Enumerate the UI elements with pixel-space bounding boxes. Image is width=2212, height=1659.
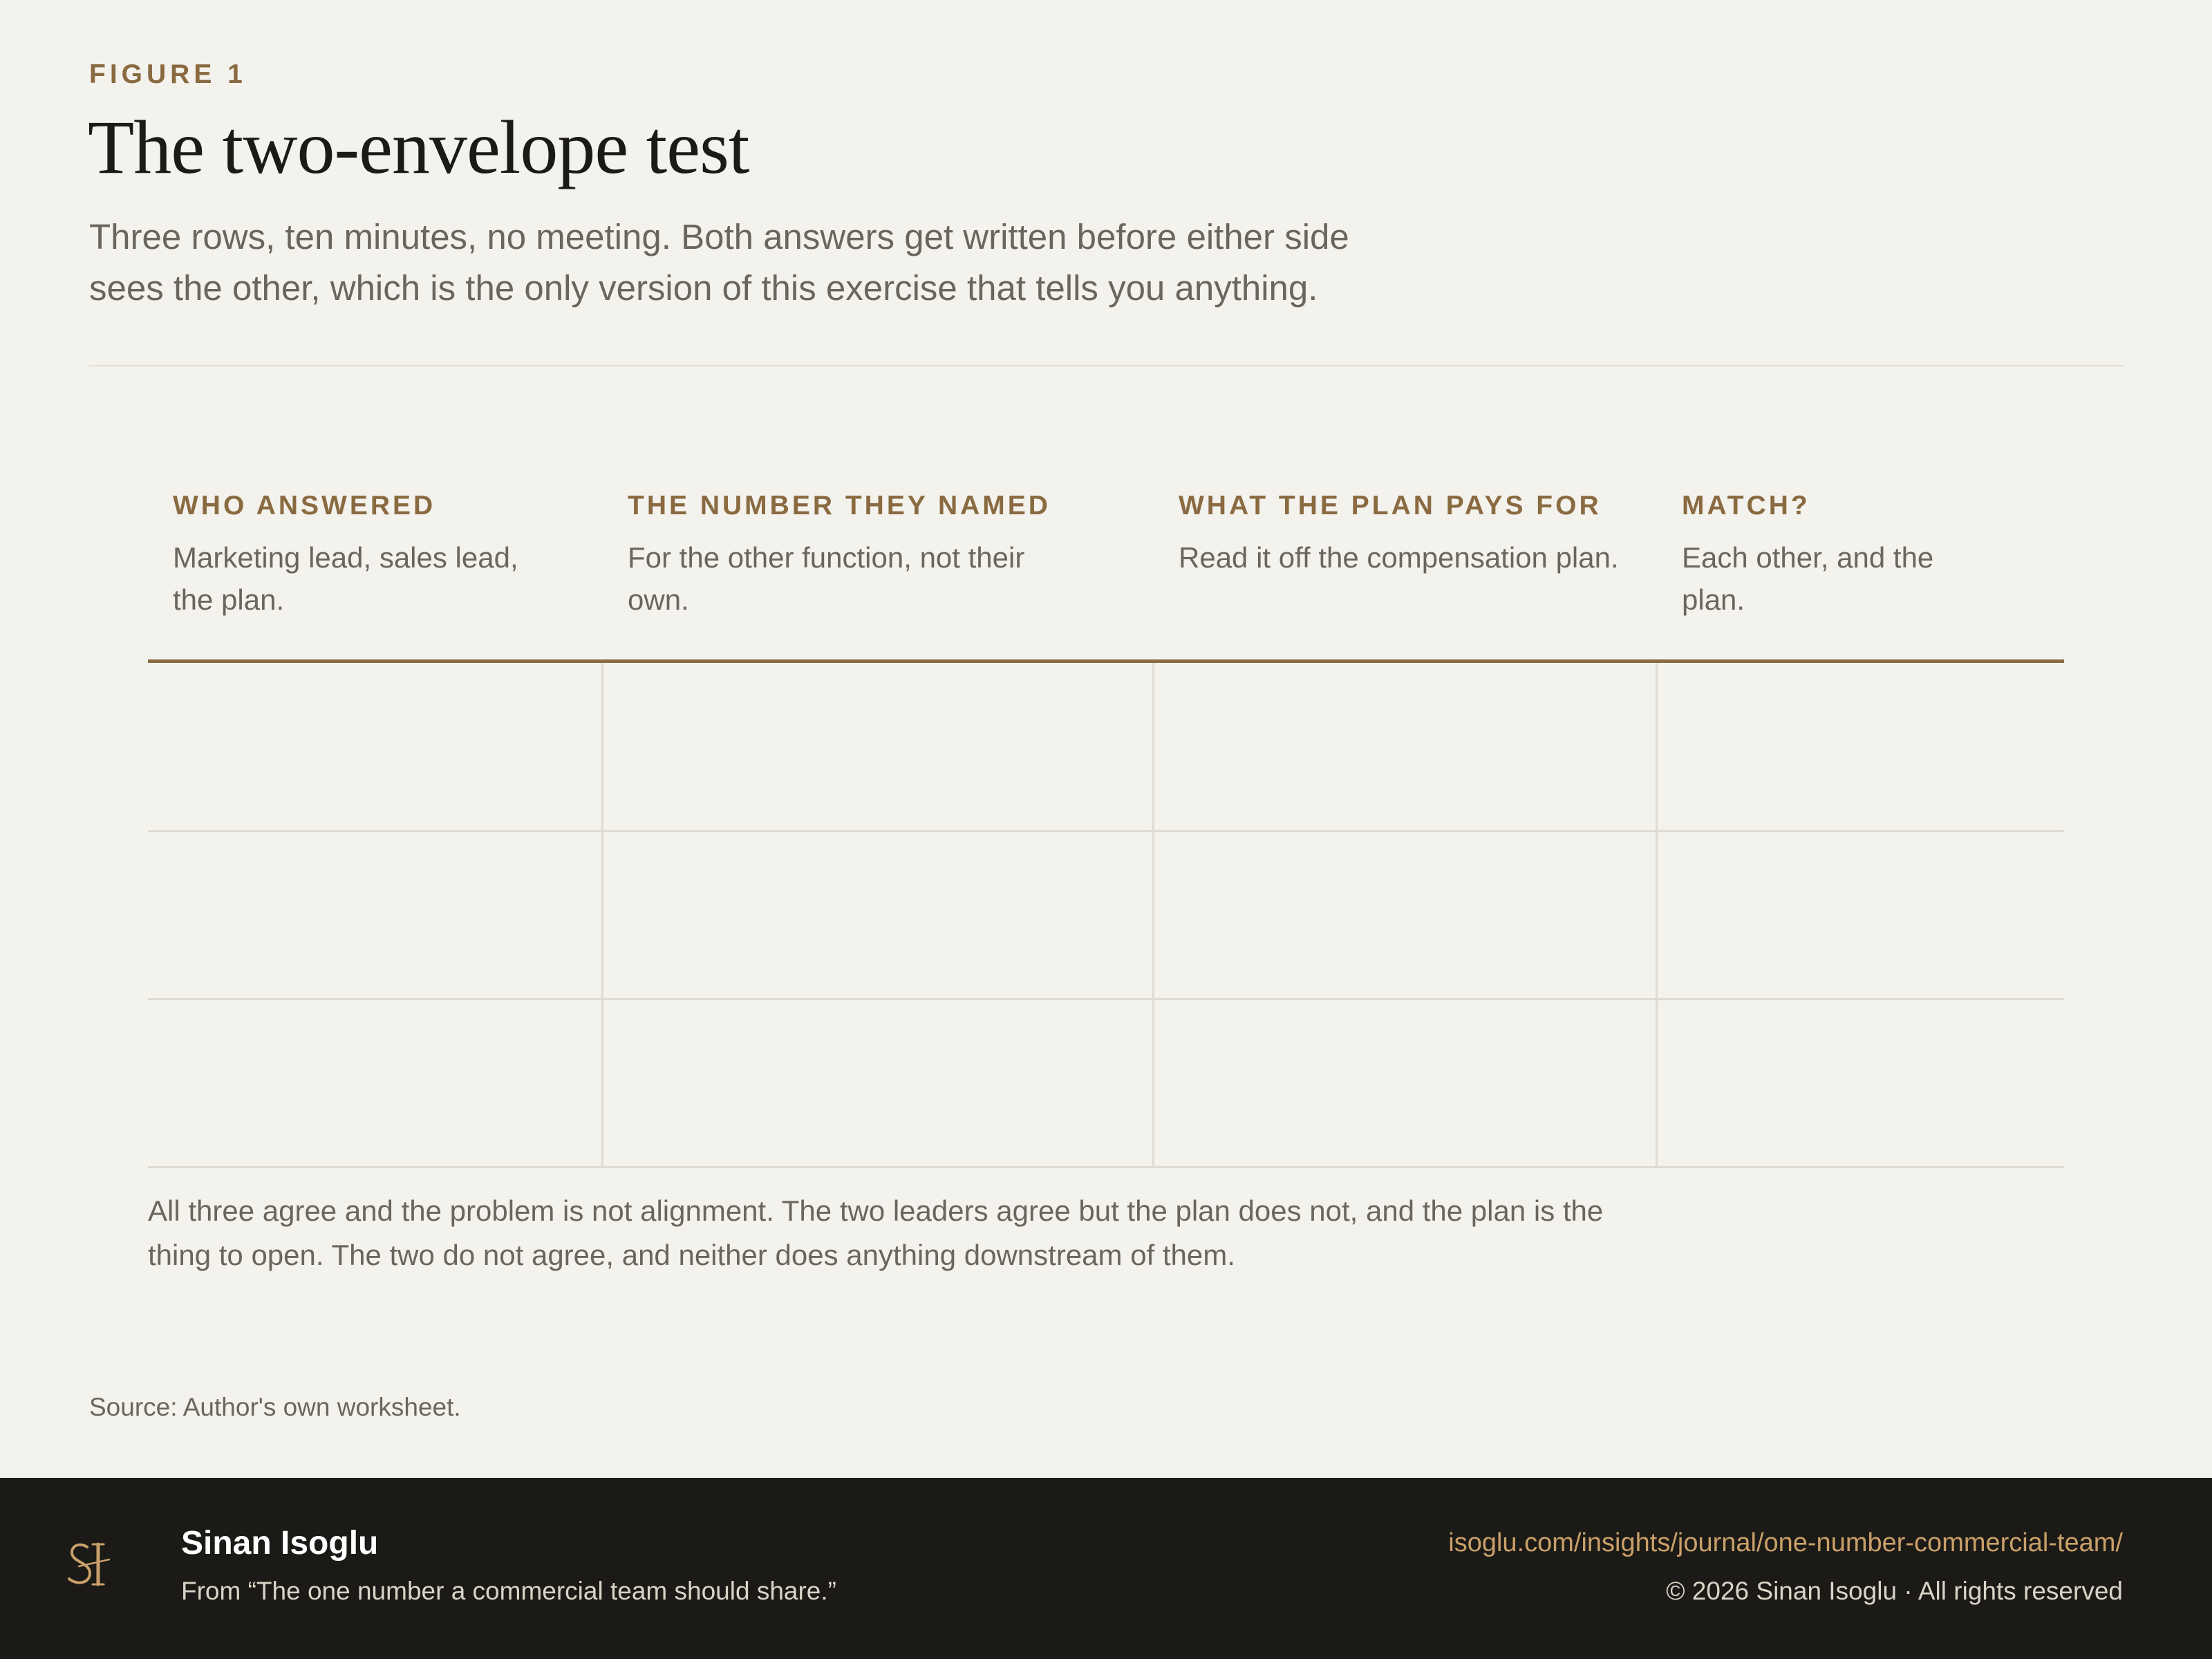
table-cell[interactable] (603, 663, 1152, 830)
table-cell[interactable] (1658, 1000, 2064, 1166)
table-cell[interactable] (1658, 832, 2064, 998)
worksheet-caption: All three agree and the problem is not alignment. The two leaders agree but the plan does not, and the plan is the thing to open. The two do not agree, and neither does anything downstream of them. (148, 1194, 1604, 1271)
page-title: The two-envelope test (88, 105, 749, 189)
worksheet-grid (148, 663, 2064, 1168)
article-reference: From “The one number a commercial team should share.” (181, 1577, 836, 1605)
table-cell[interactable] (603, 832, 1152, 998)
table-cell[interactable] (1154, 1000, 1656, 1166)
row-divider (148, 1166, 2064, 1168)
column-header-who-answered (173, 484, 532, 621)
table-cell[interactable] (1154, 663, 1656, 830)
si-monogram-icon (64, 1532, 119, 1598)
column-note: Read it off the compensation plan. (1179, 541, 1619, 574)
article-link[interactable]: isoglu.com/insights/journal/one-number-commercial-team/ (1448, 1528, 2123, 1557)
table-cell[interactable] (148, 663, 601, 830)
copyright-notice: © 2026 Sinan Isoglu · All rights reserved (1666, 1577, 2123, 1605)
table-cell[interactable] (148, 1000, 601, 1166)
column-header-match (1682, 484, 2000, 621)
column-header-number-named (628, 484, 1051, 621)
column-note: For the other function, not their own. (628, 541, 1025, 616)
table-cell[interactable] (603, 1000, 1152, 1166)
source-note: Source: Author's own worksheet. (89, 1393, 461, 1421)
column-title: WHO ANSWERED (173, 491, 436, 521)
column-title: WHAT THE PLAN PAYS FOR (1179, 491, 1602, 521)
column-title: THE NUMBER THEY NAMED (628, 491, 1051, 521)
column-note: Marketing lead, sales lead, the plan. (173, 541, 518, 616)
column-note: Each other, and the plan. (1682, 541, 1934, 616)
table-cell[interactable] (1154, 832, 1656, 998)
table-cell[interactable] (148, 832, 601, 998)
figure-label: FIGURE 1 (89, 59, 247, 89)
footer (0, 1478, 2212, 1659)
column-header-plan-pays-for (1179, 484, 1621, 579)
figure-description: Three rows, ten minutes, no meeting. Both answers get written before either side sees the other, which is the only version of this exercise that tells you anything. (89, 217, 1349, 308)
header-divider (89, 365, 2123, 366)
column-title: MATCH? (1682, 491, 1810, 521)
table-cell[interactable] (1658, 663, 2064, 830)
author-name: Sinan Isoglu (181, 1525, 379, 1562)
